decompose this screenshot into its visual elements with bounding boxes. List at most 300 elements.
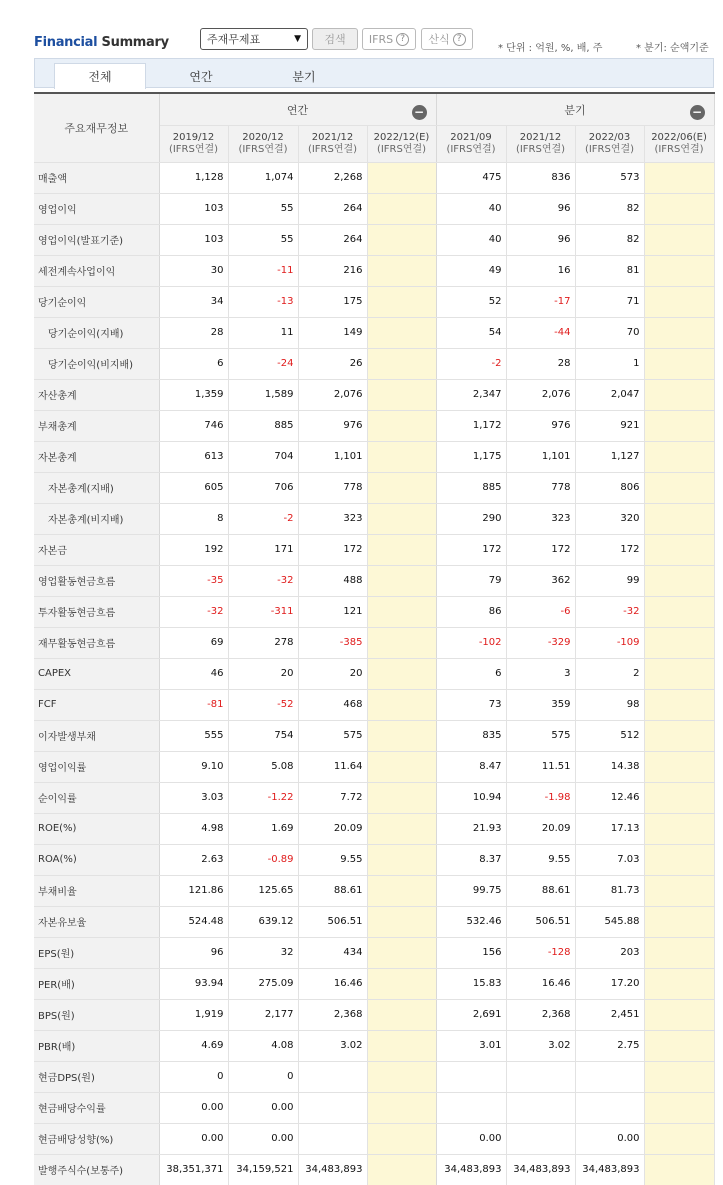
- period-basis: (IFRS연결): [238, 143, 288, 155]
- value-cell: 38,351,371: [159, 1154, 228, 1185]
- title-financial: Financial: [34, 35, 98, 50]
- period-basis: (IFRS연결): [168, 143, 219, 155]
- value-cell: 2,368: [298, 999, 367, 1030]
- quarter-group-label: 분기: [564, 103, 586, 117]
- row-label: 자본유보율: [34, 906, 159, 937]
- value-cell: 55: [228, 193, 298, 224]
- value-cell: [644, 286, 714, 317]
- value-cell: [644, 596, 714, 627]
- value-cell: [644, 472, 714, 503]
- period-basis: (IFRS연결): [654, 143, 704, 155]
- period-header: [436, 126, 506, 162]
- value-cell: -11: [228, 255, 298, 286]
- period-basis: (IFRS연결): [515, 143, 566, 155]
- row-label: 당기순이익(비지배): [34, 348, 159, 379]
- value-cell: [367, 627, 436, 658]
- value-cell: 156: [436, 937, 506, 968]
- period-header: [298, 126, 367, 162]
- statement-type-value: 주재무제표: [207, 33, 261, 46]
- table-row: [34, 255, 714, 286]
- row-label: 세전계속사업이익: [34, 255, 159, 286]
- value-cell: 359: [506, 689, 575, 720]
- value-cell: [644, 844, 714, 875]
- value-cell: [436, 1061, 506, 1092]
- value-cell: [298, 1061, 367, 1092]
- row-label: 자본총계(지배): [34, 472, 159, 503]
- value-cell: -35: [159, 565, 228, 596]
- value-cell: 0.00: [228, 1123, 298, 1154]
- value-cell: 203: [575, 937, 644, 968]
- value-cell: [298, 1123, 367, 1154]
- value-cell: 2,451: [575, 999, 644, 1030]
- search-button-label: 검색: [324, 33, 346, 46]
- value-cell: [644, 441, 714, 472]
- value-cell: [644, 658, 714, 689]
- table-row: [34, 1123, 714, 1154]
- row-label: 현금배당수익률: [34, 1092, 159, 1123]
- value-cell: 34,483,893: [298, 1154, 367, 1185]
- value-cell: 11.51: [506, 751, 575, 782]
- value-cell: [506, 1061, 575, 1092]
- value-cell: 30: [159, 255, 228, 286]
- value-cell: 96: [159, 937, 228, 968]
- value-cell: -52: [228, 689, 298, 720]
- value-cell: -32: [228, 565, 298, 596]
- value-cell: 704: [228, 441, 298, 472]
- value-cell: [644, 968, 714, 999]
- value-cell: 806: [575, 472, 644, 503]
- value-cell: 125.65: [228, 875, 298, 906]
- table-row: [34, 627, 714, 658]
- value-cell: 6: [436, 658, 506, 689]
- value-cell: [506, 1092, 575, 1123]
- value-cell: 79: [436, 565, 506, 596]
- value-cell: [644, 689, 714, 720]
- unit-note: * 단위 : 억원, %, 배, 주: [498, 43, 603, 54]
- value-cell: 20.09: [298, 813, 367, 844]
- value-cell: [367, 999, 436, 1030]
- table-row: [34, 999, 714, 1030]
- value-cell: 172: [506, 534, 575, 565]
- period-date: 2022/06(E): [651, 131, 707, 143]
- value-cell: 7.03: [575, 844, 644, 875]
- value-cell: 0.00: [436, 1123, 506, 1154]
- value-cell: [644, 534, 714, 565]
- row-label: 이자발생부채: [34, 720, 159, 751]
- row-label: EPS(원): [34, 937, 159, 968]
- value-cell: [575, 1061, 644, 1092]
- corner-header: 주요재무정보: [34, 93, 159, 162]
- value-cell: [367, 286, 436, 317]
- value-cell: 4.98: [159, 813, 228, 844]
- table-row: [34, 844, 714, 875]
- value-cell: 0: [228, 1061, 298, 1092]
- value-cell: 706: [228, 472, 298, 503]
- value-cell: 34,483,893: [436, 1154, 506, 1185]
- row-label: ROE(%): [34, 813, 159, 844]
- value-cell: 103: [159, 193, 228, 224]
- row-label: 투자활동현금흐름: [34, 596, 159, 627]
- value-cell: 34,483,893: [575, 1154, 644, 1185]
- table-row: [34, 472, 714, 503]
- value-cell: 121.86: [159, 875, 228, 906]
- value-cell: [644, 410, 714, 441]
- value-cell: 20: [228, 658, 298, 689]
- value-cell: [644, 1092, 714, 1123]
- value-cell: 2,368: [506, 999, 575, 1030]
- value-cell: [644, 1061, 714, 1092]
- value-cell: 12.46: [575, 782, 644, 813]
- period-tabs: [34, 58, 714, 88]
- value-cell: 1,172: [436, 410, 506, 441]
- value-cell: 524.48: [159, 906, 228, 937]
- table-row: [34, 162, 714, 193]
- question-icon: ?: [453, 33, 466, 46]
- value-cell: 11: [228, 317, 298, 348]
- value-cell: 1,589: [228, 379, 298, 410]
- value-cell: 73: [436, 689, 506, 720]
- value-cell: -329: [506, 627, 575, 658]
- value-cell: -102: [436, 627, 506, 658]
- table-row: [34, 410, 714, 441]
- row-label: 현금DPS(원): [34, 1061, 159, 1092]
- value-cell: -385: [298, 627, 367, 658]
- value-cell: 2,177: [228, 999, 298, 1030]
- value-cell: [644, 1123, 714, 1154]
- value-cell: 1,101: [298, 441, 367, 472]
- value-cell: [367, 1154, 436, 1185]
- value-cell: [644, 379, 714, 410]
- value-cell: [367, 689, 436, 720]
- value-cell: 475: [436, 162, 506, 193]
- row-label: 영업이익률: [34, 751, 159, 782]
- value-cell: 172: [575, 534, 644, 565]
- collapse-annual-icon[interactable]: −: [412, 105, 427, 120]
- value-cell: -17: [506, 286, 575, 317]
- value-cell: 15.83: [436, 968, 506, 999]
- row-label: 당기순이익: [34, 286, 159, 317]
- value-cell: 9.55: [506, 844, 575, 875]
- value-cell: 613: [159, 441, 228, 472]
- value-cell: 778: [298, 472, 367, 503]
- value-cell: [367, 751, 436, 782]
- value-cell: 81: [575, 255, 644, 286]
- value-cell: 192: [159, 534, 228, 565]
- value-cell: 34: [159, 286, 228, 317]
- value-cell: [367, 255, 436, 286]
- row-label: ROA(%): [34, 844, 159, 875]
- period-basis: (IFRS연결): [307, 143, 358, 155]
- value-cell: 21.93: [436, 813, 506, 844]
- value-cell: 0: [159, 1061, 228, 1092]
- table-row: [34, 1154, 714, 1185]
- value-cell: [575, 1092, 644, 1123]
- value-cell: [367, 348, 436, 379]
- value-cell: 40: [436, 224, 506, 255]
- value-cell: 1,919: [159, 999, 228, 1030]
- value-cell: 275.09: [228, 968, 298, 999]
- row-label: 순이익률: [34, 782, 159, 813]
- tab-quarter[interactable]: 분기: [292, 69, 316, 84]
- row-label: 영업이익(발표기준): [34, 224, 159, 255]
- table-row: [34, 1061, 714, 1092]
- row-label: 자본총계: [34, 441, 159, 472]
- value-cell: -81: [159, 689, 228, 720]
- value-cell: 46: [159, 658, 228, 689]
- value-cell: 26: [298, 348, 367, 379]
- value-cell: [644, 348, 714, 379]
- value-cell: [644, 906, 714, 937]
- value-cell: 573: [575, 162, 644, 193]
- value-cell: 17.13: [575, 813, 644, 844]
- value-cell: 512: [575, 720, 644, 751]
- value-cell: 506.51: [298, 906, 367, 937]
- value-cell: 28: [159, 317, 228, 348]
- value-cell: -24: [228, 348, 298, 379]
- value-cell: 82: [575, 193, 644, 224]
- value-cell: 2,691: [436, 999, 506, 1030]
- value-cell: [644, 813, 714, 844]
- value-cell: 4.69: [159, 1030, 228, 1061]
- value-cell: 468: [298, 689, 367, 720]
- value-cell: [644, 317, 714, 348]
- value-cell: 2.63: [159, 844, 228, 875]
- value-cell: -0.89: [228, 844, 298, 875]
- value-cell: [367, 503, 436, 534]
- value-cell: 488: [298, 565, 367, 596]
- table-row: [34, 689, 714, 720]
- value-cell: 2,347: [436, 379, 506, 410]
- quarter-group-header: [436, 93, 714, 126]
- financial-summary-table: [34, 92, 715, 1185]
- period-header: [506, 126, 575, 162]
- value-cell: [644, 565, 714, 596]
- table-row: [34, 441, 714, 472]
- value-cell: 0.00: [159, 1092, 228, 1123]
- value-cell: 754: [228, 720, 298, 751]
- value-cell: 8.47: [436, 751, 506, 782]
- period-basis: (IFRS연결): [584, 143, 635, 155]
- value-cell: 976: [506, 410, 575, 441]
- value-cell: 506.51: [506, 906, 575, 937]
- value-cell: -6: [506, 596, 575, 627]
- value-cell: 69: [159, 627, 228, 658]
- value-cell: [436, 1092, 506, 1123]
- value-cell: 2,076: [506, 379, 575, 410]
- row-label: 발행주식수(보통주): [34, 1154, 159, 1185]
- page-title: [34, 35, 169, 50]
- value-cell: 70: [575, 317, 644, 348]
- row-label: CAPEX: [34, 658, 159, 689]
- statement-type-select[interactable]: [200, 28, 308, 50]
- value-cell: 171: [228, 534, 298, 565]
- value-cell: [367, 813, 436, 844]
- value-cell: 835: [436, 720, 506, 751]
- value-cell: [367, 410, 436, 441]
- value-cell: 3: [506, 658, 575, 689]
- value-cell: 71: [575, 286, 644, 317]
- value-cell: 2: [575, 658, 644, 689]
- ifrs-label: IFRS: [368, 32, 394, 46]
- value-cell: 9.10: [159, 751, 228, 782]
- ifrs-help-button[interactable]: [362, 28, 416, 50]
- table-row: [34, 782, 714, 813]
- table-row: [34, 193, 714, 224]
- value-cell: 96: [506, 193, 575, 224]
- value-cell: [367, 968, 436, 999]
- collapse-quarter-icon[interactable]: −: [690, 105, 705, 120]
- value-cell: [367, 441, 436, 472]
- value-cell: -32: [159, 596, 228, 627]
- table-row: [34, 875, 714, 906]
- tab-all[interactable]: 전체: [54, 63, 146, 89]
- period-date: 2021/12: [519, 131, 562, 143]
- formula-help-button[interactable]: [421, 28, 473, 50]
- search-button[interactable]: [312, 28, 358, 50]
- period-date: 2021/12: [311, 131, 354, 143]
- value-cell: 8.37: [436, 844, 506, 875]
- value-cell: [367, 658, 436, 689]
- value-cell: 99: [575, 565, 644, 596]
- annual-group-label: 연간: [286, 103, 309, 117]
- value-cell: 1,101: [506, 441, 575, 472]
- value-cell: 545.88: [575, 906, 644, 937]
- value-cell: 49: [436, 255, 506, 286]
- value-cell: 34,483,893: [506, 1154, 575, 1185]
- table-row: [34, 224, 714, 255]
- value-cell: 6: [159, 348, 228, 379]
- period-header: [644, 126, 714, 162]
- value-cell: 99.75: [436, 875, 506, 906]
- value-cell: [367, 596, 436, 627]
- value-cell: 98: [575, 689, 644, 720]
- value-cell: [367, 1123, 436, 1154]
- value-cell: 278: [228, 627, 298, 658]
- chevron-down-icon: ▼: [294, 34, 301, 44]
- table-row: [34, 906, 714, 937]
- row-label: FCF: [34, 689, 159, 720]
- value-cell: 1,074: [228, 162, 298, 193]
- value-cell: [367, 379, 436, 410]
- value-cell: 96: [506, 224, 575, 255]
- value-cell: [367, 1030, 436, 1061]
- table-row: [34, 565, 714, 596]
- table-row: [34, 968, 714, 999]
- value-cell: 16.46: [298, 968, 367, 999]
- period-date: 2019/12: [172, 131, 215, 143]
- value-cell: 1: [575, 348, 644, 379]
- value-cell: 86: [436, 596, 506, 627]
- value-cell: -2: [436, 348, 506, 379]
- value-cell: -311: [228, 596, 298, 627]
- value-cell: 555: [159, 720, 228, 751]
- value-cell: [367, 844, 436, 875]
- value-cell: 639.12: [228, 906, 298, 937]
- period-date: 2022/03: [588, 131, 631, 143]
- value-cell: [506, 1123, 575, 1154]
- value-cell: 172: [436, 534, 506, 565]
- value-cell: 88.61: [298, 875, 367, 906]
- table-row: [34, 317, 714, 348]
- value-cell: 52: [436, 286, 506, 317]
- value-cell: [298, 1092, 367, 1123]
- value-cell: 1.69: [228, 813, 298, 844]
- value-cell: 20: [298, 658, 367, 689]
- table-row: [34, 534, 714, 565]
- formula-label: 산식: [428, 33, 450, 46]
- value-cell: 8: [159, 503, 228, 534]
- tab-annual[interactable]: 연간: [189, 69, 213, 84]
- value-cell: [367, 906, 436, 937]
- value-cell: 3.02: [506, 1030, 575, 1061]
- row-label: 자본금: [34, 534, 159, 565]
- value-cell: 264: [298, 193, 367, 224]
- value-cell: 0.00: [159, 1123, 228, 1154]
- value-cell: 2,268: [298, 162, 367, 193]
- row-label: 자본총계(비지배): [34, 503, 159, 534]
- title-summary: Summary: [101, 35, 169, 50]
- value-cell: -13: [228, 286, 298, 317]
- table-row: [34, 503, 714, 534]
- table-row: [34, 379, 714, 410]
- value-cell: 1,128: [159, 162, 228, 193]
- value-cell: 290: [436, 503, 506, 534]
- value-cell: -44: [506, 317, 575, 348]
- value-cell: 9.55: [298, 844, 367, 875]
- value-cell: 88.61: [506, 875, 575, 906]
- row-label: 매출액: [34, 162, 159, 193]
- period-date: 2022/12(E): [373, 131, 430, 143]
- value-cell: [367, 224, 436, 255]
- value-cell: [644, 782, 714, 813]
- table-row: [34, 658, 714, 689]
- value-cell: -32: [575, 596, 644, 627]
- row-label: BPS(원): [34, 999, 159, 1030]
- value-cell: 3.03: [159, 782, 228, 813]
- value-cell: 103: [159, 224, 228, 255]
- value-cell: 172: [298, 534, 367, 565]
- value-cell: [644, 193, 714, 224]
- value-cell: 2,076: [298, 379, 367, 410]
- value-cell: [644, 255, 714, 286]
- value-cell: [367, 162, 436, 193]
- value-cell: [367, 193, 436, 224]
- period-header: [159, 126, 228, 162]
- value-cell: -1.98: [506, 782, 575, 813]
- value-cell: [367, 782, 436, 813]
- table-row: [34, 286, 714, 317]
- value-cell: 216: [298, 255, 367, 286]
- value-cell: 1,175: [436, 441, 506, 472]
- value-cell: [367, 565, 436, 596]
- quarter-basis-note: * 분기: 순액기준: [636, 43, 709, 54]
- row-label: 재무활동현금흐름: [34, 627, 159, 658]
- value-cell: 575: [506, 720, 575, 751]
- value-cell: 54: [436, 317, 506, 348]
- value-cell: 0.00: [575, 1123, 644, 1154]
- value-cell: [644, 720, 714, 751]
- period-header: [367, 126, 436, 162]
- table-row: [34, 720, 714, 751]
- value-cell: 121: [298, 596, 367, 627]
- value-cell: 32: [228, 937, 298, 968]
- value-cell: 605: [159, 472, 228, 503]
- value-cell: 575: [298, 720, 367, 751]
- value-cell: 836: [506, 162, 575, 193]
- row-label: 영업이익: [34, 193, 159, 224]
- table-row: [34, 1030, 714, 1061]
- value-cell: 2.75: [575, 1030, 644, 1061]
